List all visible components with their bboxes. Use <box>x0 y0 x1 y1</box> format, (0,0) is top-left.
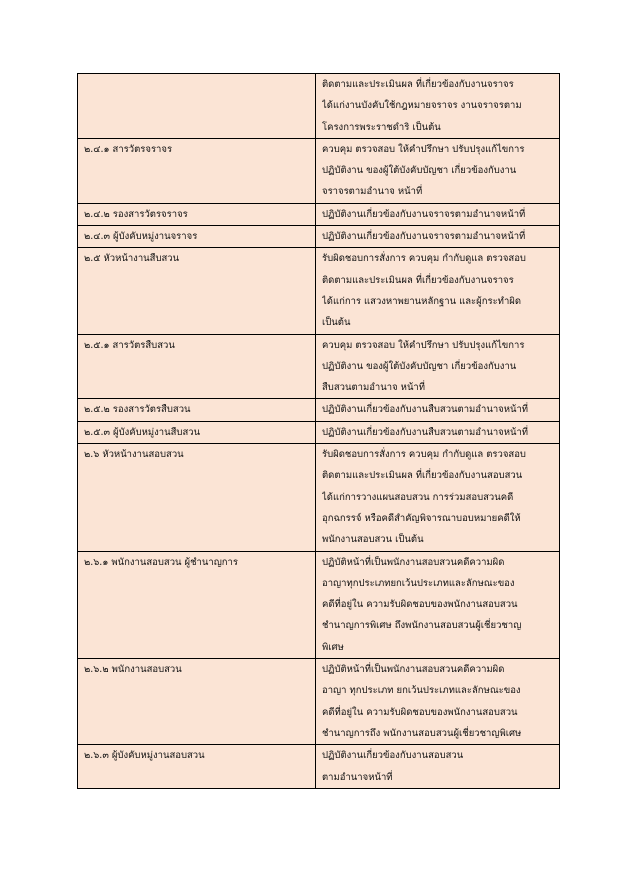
duty-line: คดีที่อยู่ใน ความรับผิดชอบของพนักงานสอบสวน <box>322 706 518 718</box>
duty-line: ปฏิบัติหน้าที่เป็นพนักงานสอบสวนคดีความผิด <box>322 556 505 568</box>
duty-line: ปฏิบัติหน้าที่เป็นพนักงานสอบสวนคดีความผิด <box>322 664 505 676</box>
duty-line: ได้แก่งานบังคับใช้กฎหมายจราจร งานจราจรตาม <box>322 100 522 112</box>
position-cell <box>78 659 316 745</box>
duty-line: จราจรตามอำนาจ หน้าที่ <box>322 186 423 198</box>
duty-line: ปฏิบัติงานเกี่ยวข้องกับงานสอบสวน <box>322 750 464 762</box>
position-cell <box>78 226 316 248</box>
duties-cell <box>316 745 560 789</box>
position-title: ๒.๕ หัวหน้างานสืบสวน <box>84 253 180 265</box>
duty-line: ปฏิบัติงาน ของผู้ใต้บังคับบัญชา เกี่ยวข้องกับงาน <box>322 360 517 372</box>
duty-line: ติดตามและประเมินผล ที่เกี่ยวข้องกับงานจราจร <box>322 79 514 90</box>
table-row <box>78 248 560 334</box>
position-title: ๒.๔.๒ รองสารวัตรจราจร <box>84 208 188 220</box>
duty-line: คดีที่อยู่ใน ความรับผิดชอบของพนักงานสอบสวน <box>322 599 518 611</box>
table-row <box>78 421 560 443</box>
duty-line: สืบสวนตามอำนาจ หน้าที่ <box>322 382 426 394</box>
duty-line: ตามอำนาจหน้าที่ <box>322 771 393 783</box>
position-cell <box>78 444 316 551</box>
position-title: ๒.๖.๒ พนักงานสอบสวน <box>84 664 182 676</box>
duties-table <box>77 73 560 789</box>
table-row <box>78 745 560 789</box>
duty-line: พิเศษ <box>322 641 344 653</box>
duties-cell <box>316 444 560 551</box>
table-row <box>78 334 560 399</box>
duty-line: ได้แก่การวางแผนสอบสวน การร่วมสอบสวนคดี <box>322 491 514 503</box>
duty-line: เป็นต้น <box>322 317 351 329</box>
position-cell <box>78 399 316 421</box>
duties-cell <box>316 399 560 421</box>
duty-line: ปฏิบัติงานเกี่ยวข้องกับงานสืบสวนตามอำนาจหน้าที่ <box>322 426 529 438</box>
table-row <box>78 138 560 203</box>
duty-line: ปฏิบัติงาน ของผู้ใต้บังคับบัญชา เกี่ยวข้องกับงาน <box>322 165 517 177</box>
position-cell <box>78 421 316 443</box>
position-title: ๒.๔.๑ สารวัตรจราจร <box>84 143 173 155</box>
position-cell <box>78 203 316 225</box>
position-title: ๒.๖.๓ ผู้บังคับหมู่งานสอบสวน <box>84 750 205 762</box>
position-cell <box>78 334 316 399</box>
position-cell <box>78 74 316 139</box>
duties-table-body <box>78 74 560 789</box>
duty-line: รับผิดชอบการสั่งการ ควบคุม กำกับดูแล ตรวจสอบ <box>322 449 526 461</box>
duty-line: ติดตามและประเมินผล ที่เกี่ยวข้องกับงานสอบสวน <box>322 470 523 482</box>
duty-line: พนักงานสอบสวน เป็นต้น <box>322 534 424 546</box>
table-row <box>78 551 560 658</box>
duty-line: รับผิดชอบการสั่งการ ควบคุม กำกับดูแล ตรวจสอบ <box>322 253 526 265</box>
duties-cell <box>316 334 560 399</box>
duty-line: ควบคุม ตรวจสอบ ให้คำปรึกษา ปรับปรุงแก้ไขการ <box>322 143 525 155</box>
position-title: ๒.๔.๓ ผู้บังคับหมู่งานจราจร <box>84 231 198 243</box>
position-cell <box>78 248 316 334</box>
position-title: ๒.๕.๑ สารวัตรสืบสวน <box>84 339 175 351</box>
position-title: ๒.๖ หัวหน้างานสอบสวน <box>84 449 184 461</box>
duty-line: ปฏิบัติงานเกี่ยวข้องกับงานจราจรตามอำนาจหน้าที่ <box>322 231 526 243</box>
duties-cell <box>316 226 560 248</box>
duties-cell <box>316 203 560 225</box>
duty-line: ปฏิบัติงานเกี่ยวข้องกับงานสืบสวนตามอำนาจหน้าที่ <box>322 404 529 416</box>
duty-line: อาญาทุกประเภทยกเว้นประเภทและลักษณะของ <box>322 577 515 589</box>
duties-cell <box>316 138 560 203</box>
position-title: ๒.๖.๑ พนักงานสอบสวน ผู้ชำนาญการ <box>84 556 238 568</box>
table-row <box>78 74 560 139</box>
position-cell <box>78 138 316 203</box>
duty-line: ชำนาญการถึง พนักงานสอบสวนผู้เชี่ยวชาญพิเศษ <box>322 727 522 739</box>
table-row <box>78 399 560 421</box>
duties-cell <box>316 421 560 443</box>
table-row <box>78 444 560 551</box>
duty-line: ได้แก่การ แสวงหาพยานหลักฐาน และผู้กระทำผิด <box>322 295 522 307</box>
table-row <box>78 659 560 745</box>
duty-line: อุกฉกรรจ์ หรือคดีสำคัญพิจารณาบอบหมายคดีให้ <box>322 512 521 524</box>
duties-cell <box>316 74 560 139</box>
duties-cell <box>316 551 560 658</box>
position-title: ๒.๕.๒ รองสารวัตรสืบสวน <box>84 404 191 416</box>
duty-line: โครงการพระราชดำริ เป็นต้น <box>322 121 441 133</box>
table-row <box>78 203 560 225</box>
table-row <box>78 226 560 248</box>
duties-cell <box>316 248 560 334</box>
duty-line: ชำนาญการพิเศษ ถึงพนักงานสอบสวนผู้เชี่ยวชาญ <box>322 620 522 632</box>
duty-line: ติดตามและประเมินผล ที่เกี่ยวข้องกับงานจราจร <box>322 274 514 286</box>
duties-cell <box>316 659 560 745</box>
position-cell <box>78 551 316 658</box>
position-cell <box>78 745 316 789</box>
duty-line: ควบคุม ตรวจสอบ ให้คำปรึกษา ปรับปรุงแก้ไขการ <box>322 339 525 351</box>
duty-line: อาญา ทุกประเภท ยกเว้นประเภทและลักษณะของ <box>322 685 521 697</box>
duty-line: ปฏิบัติงานเกี่ยวข้องกับงานจราจรตามอำนาจหน้าที่ <box>322 208 526 220</box>
position-title: ๒.๕.๓ ผู้บังคับหมู่งานสืบสวน <box>84 426 201 438</box>
